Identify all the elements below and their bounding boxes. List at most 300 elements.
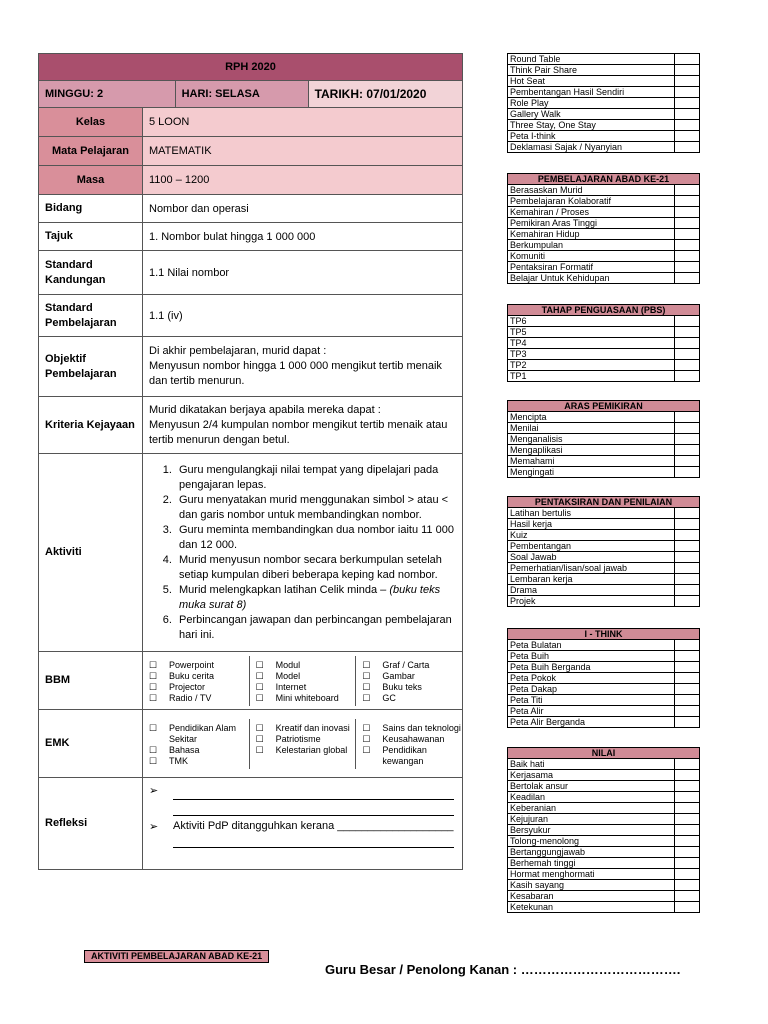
pentaksiran-item: Projek <box>508 596 675 607</box>
checkbox-icon[interactable]: ☐ <box>149 692 158 703</box>
aras-tick-box[interactable] <box>675 412 700 423</box>
nilai-row <box>508 825 700 836</box>
kriteria-line-1: Murid dikatakan berjaya apabila mereka dapat : <box>149 403 381 416</box>
abad21-tick-box[interactable] <box>675 251 700 262</box>
ithink-tick-box[interactable] <box>675 695 700 706</box>
pentaksiran-row <box>508 563 700 574</box>
tahap-tick-box[interactable] <box>675 316 700 327</box>
checklist-label: Gambar <box>382 670 415 681</box>
pentaksiran-tick-box[interactable] <box>675 574 700 585</box>
objektif-value <box>143 337 463 397</box>
checklist-column <box>355 656 462 706</box>
ithink-tick-box[interactable] <box>675 684 700 695</box>
rph-title: RPH 2020 <box>39 54 463 81</box>
pentaksiran-row <box>508 530 700 541</box>
ithink-row <box>508 684 700 695</box>
nilai-row <box>508 891 700 902</box>
checklist-item[interactable] <box>356 723 462 734</box>
masa-label: Masa <box>39 166 143 195</box>
nilai-tick-box[interactable] <box>675 759 700 770</box>
nilai-tick-box[interactable] <box>675 803 700 814</box>
ithink-row <box>508 651 700 662</box>
nilai-item: Tolong-menolong <box>508 836 675 847</box>
tahap-tick-box[interactable] <box>675 371 700 382</box>
nilai-item: Kerjasama <box>508 770 675 781</box>
strategi-item: Round Table <box>508 54 675 65</box>
strategi-item: Think Pair Share <box>508 65 675 76</box>
nilai-tick-box[interactable] <box>675 792 700 803</box>
nilai-item: Keberanian <box>508 803 675 814</box>
tahap-item: TP1 <box>508 371 675 382</box>
pentaksiran-tick-box[interactable] <box>675 596 700 607</box>
tahap-tick-box[interactable] <box>675 360 700 371</box>
ithink-item: Peta Alir <box>508 706 675 717</box>
ithink-row <box>508 673 700 684</box>
checkbox-icon[interactable]: ☐ <box>362 681 371 692</box>
arrow-icon: ➢ <box>149 785 159 797</box>
checkbox-icon[interactable]: ☐ <box>362 722 371 733</box>
nilai-title: NILAI <box>508 748 700 759</box>
strategi-row <box>508 87 700 98</box>
checklist-label: Pendidikan kewangan <box>382 744 427 766</box>
aras-title: ARAS PEMIKIRAN <box>508 401 700 412</box>
checkbox-icon[interactable]: ☐ <box>362 744 371 755</box>
ithink-item: Peta Pokok <box>508 673 675 684</box>
checkbox-icon[interactable]: ☐ <box>149 755 158 766</box>
checklist-column <box>249 656 356 706</box>
nilai-tick-box[interactable] <box>675 781 700 792</box>
checklist-item[interactable] <box>250 682 356 693</box>
checklist-label: Buku cerita <box>169 670 215 681</box>
pentaksiran-tick-box[interactable] <box>675 530 700 541</box>
nilai-tick-box[interactable] <box>675 880 700 891</box>
pentaksiran-tick-box[interactable] <box>675 519 700 530</box>
tahap-row <box>508 360 700 371</box>
strategi-item: Peta I-think <box>508 131 675 142</box>
tahap-row <box>508 316 700 327</box>
abad21-tick-box[interactable] <box>675 218 700 229</box>
pentaksiran-row <box>508 574 700 585</box>
strategi-item: Gallery Walk <box>508 109 675 120</box>
nilai-row <box>508 803 700 814</box>
ithink-item: Peta Dakap <box>508 684 675 695</box>
aras-row <box>508 423 700 434</box>
checklist-column <box>143 656 249 706</box>
aras-tick-box[interactable] <box>675 423 700 434</box>
tahap-row <box>508 349 700 360</box>
ithink-table <box>507 628 700 728</box>
pentaksiran-item: Latihan bertulis <box>508 508 675 519</box>
nilai-row <box>508 770 700 781</box>
ithink-item: Peta Bulatan <box>508 640 675 651</box>
strategi-item: Three Stay, One Stay <box>508 120 675 131</box>
abad21-tick-box[interactable] <box>675 185 700 196</box>
refleksi-text: Aktiviti PdP ditangguhkan kerana ___________________ <box>173 820 454 832</box>
aktiviti-item: 1. Guru mengulangkaji nilai tempat yang dipelajari pada pengajaran lepas. <box>175 463 456 493</box>
arrow-icon: ➢ <box>149 821 159 833</box>
pentaksiran-item: Lembaran kerja <box>508 574 675 585</box>
strategi-row <box>508 76 700 87</box>
strategi-row <box>508 98 700 109</box>
tahap-item: TP4 <box>508 338 675 349</box>
checklist-label: Projector <box>169 681 206 692</box>
aras-tick-box[interactable] <box>675 434 700 445</box>
aktiviti-item <box>175 583 456 613</box>
ithink-tick-box[interactable] <box>675 673 700 684</box>
ithink-item: Peta Buih <box>508 651 675 662</box>
abad21-row <box>508 229 700 240</box>
nilai-item: Bertolak ansur <box>508 781 675 792</box>
mata-pelajaran-label: Mata Pelajaran <box>39 137 143 166</box>
aras-item: Mencipta <box>508 412 675 423</box>
ithink-tick-box[interactable] <box>675 717 700 728</box>
nilai-row <box>508 814 700 825</box>
mata-pelajaran-value: MATEMATIK <box>143 137 463 166</box>
abad21-row <box>508 273 700 284</box>
checklist-label: Model <box>275 670 301 681</box>
aktiviti-item: 3. Guru meminta membandingkan dua nombor iaitu 11 000 dan 12 000. <box>175 523 456 553</box>
checklist-label: Mini whiteboard <box>275 692 339 703</box>
abad21-item: Kemahiran / Proses <box>508 207 675 218</box>
nilai-item: Kejujuran <box>508 814 675 825</box>
nilai-tick-box[interactable] <box>675 869 700 880</box>
nilai-row <box>508 902 700 913</box>
kriteria-label: Kriteria Kejayaan <box>39 397 143 454</box>
checkbox-icon[interactable]: ☐ <box>362 692 371 703</box>
checklist-label: Buku teks <box>382 681 422 692</box>
checklist-label: Powerpoint <box>169 659 215 670</box>
checklist-item[interactable] <box>356 693 462 704</box>
aras-item: Memahami <box>508 456 675 467</box>
nilai-item: Kasih sayang <box>508 880 675 891</box>
pentaksiran-item: Soal Jawab <box>508 552 675 563</box>
checkbox-icon[interactable]: ☐ <box>362 733 371 744</box>
aras-table <box>507 400 700 478</box>
masa-value: 1100 – 1200 <box>143 166 463 195</box>
nilai-tick-box[interactable] <box>675 825 700 836</box>
nilai-tick-box[interactable] <box>675 814 700 825</box>
bbm-label: BBM <box>39 652 143 710</box>
strategi-row <box>508 131 700 142</box>
strategi-tick-box[interactable] <box>675 120 700 131</box>
checkbox-icon[interactable]: ☐ <box>255 681 264 692</box>
nilai-tick-box[interactable] <box>675 858 700 869</box>
strategi-row <box>508 120 700 131</box>
ithink-tick-box[interactable] <box>675 640 700 651</box>
strategi-tick-box[interactable] <box>675 98 700 109</box>
checkbox-icon[interactable]: ☐ <box>255 733 264 744</box>
nilai-row <box>508 836 700 847</box>
abad21-tick-box[interactable] <box>675 207 700 218</box>
pentaksiran-item: Kuiz <box>508 530 675 541</box>
checkbox-icon[interactable]: ☐ <box>255 744 264 755</box>
bbm-checklist <box>143 656 462 706</box>
nilai-row <box>508 880 700 891</box>
checklist-item[interactable] <box>143 671 249 682</box>
checkbox-icon[interactable]: ☐ <box>149 659 158 670</box>
checklist-item[interactable] <box>143 756 249 767</box>
nilai-tick-box[interactable] <box>675 770 700 781</box>
pentaksiran-title: PENTAKSIRAN DAN PENILAIAN <box>508 497 700 508</box>
checklist-item[interactable] <box>356 745 462 767</box>
nilai-item: Bertanggungjawab <box>508 847 675 858</box>
ithink-item: Peta Titi <box>508 695 675 706</box>
ithink-item: Peta Alir Berganda <box>508 717 675 728</box>
strategi-tick-box[interactable] <box>675 54 700 65</box>
nilai-table <box>507 747 700 913</box>
refleksi-value <box>143 778 463 870</box>
aras-item: Menganalisis <box>508 434 675 445</box>
aras-row <box>508 434 700 445</box>
checklist-label: Keusahawanan <box>382 733 445 744</box>
objektif-line-2: Menyusun nombor hingga 1 000 000 mengikut tertib menaik dan tertib menurun. <box>149 360 442 387</box>
abad21-item: Berasaskan Murid <box>508 185 675 196</box>
aras-tick-box[interactable] <box>675 456 700 467</box>
checklist-label: Kreatif dan inovasi <box>275 722 350 733</box>
checklist-item[interactable] <box>356 734 462 745</box>
aras-row <box>508 412 700 423</box>
aktiviti-label: Aktiviti <box>39 454 143 652</box>
refleksi-line[interactable] <box>173 832 454 848</box>
strategi-row <box>508 109 700 120</box>
nilai-item: Keadilan <box>508 792 675 803</box>
abad21-tick-box[interactable] <box>675 229 700 240</box>
abad21-tick-box[interactable] <box>675 273 700 284</box>
refleksi-row-1 <box>149 784 454 816</box>
checkbox-icon[interactable]: ☐ <box>362 670 371 681</box>
checklist-item[interactable] <box>250 660 356 671</box>
aktiviti-list <box>149 463 456 643</box>
standard-pembelajaran-value: 1.1 (iv) <box>143 295 463 337</box>
pentaksiran-item: Drama <box>508 585 675 596</box>
strategi-tick-box[interactable] <box>675 131 700 142</box>
tahap-table <box>507 304 700 382</box>
strategi-item: Role Play <box>508 98 675 109</box>
checklist-item[interactable] <box>250 745 356 756</box>
abad21-item: Pembelajaran Kolaboratif <box>508 196 675 207</box>
pentaksiran-tick-box[interactable] <box>675 508 700 519</box>
minggu-cell: MINGGU: 2 <box>39 81 176 108</box>
abad21-row <box>508 196 700 207</box>
nilai-row <box>508 858 700 869</box>
checkbox-icon[interactable]: ☐ <box>149 670 158 681</box>
abad21-row <box>508 251 700 262</box>
checklist-item[interactable] <box>356 660 462 671</box>
objektif-label: Objektif Pembelajaran <box>39 337 143 397</box>
checklist-label: GC <box>382 692 396 703</box>
checklist-item[interactable] <box>143 745 249 756</box>
pentaksiran-item: Pembentangan <box>508 541 675 552</box>
standard-kandungan-value: 1.1 Nilai nombor <box>143 251 463 295</box>
checkbox-icon[interactable]: ☐ <box>362 659 371 670</box>
checkbox-icon[interactable]: ☐ <box>255 670 264 681</box>
checklist-label: Bahasa <box>169 744 200 755</box>
checklist-label: Radio / TV <box>169 692 212 703</box>
ithink-tick-box[interactable] <box>675 662 700 673</box>
tahap-item: TP2 <box>508 360 675 371</box>
kriteria-line-2: Menyusun 2/4 kumpulan nombor mengikut tertib menaik atau tertib menurun dengan betul. <box>149 418 448 446</box>
tahap-tick-box[interactable] <box>675 349 700 360</box>
aras-item: Mengingati <box>508 467 675 478</box>
nilai-tick-box[interactable] <box>675 902 700 913</box>
abad21-item: Pemikiran Aras Tinggi <box>508 218 675 229</box>
checkbox-icon[interactable]: ☐ <box>255 722 264 733</box>
nilai-tick-box[interactable] <box>675 891 700 902</box>
strategi-tick-box[interactable] <box>675 65 700 76</box>
abad21-item: Kemahiran Hidup <box>508 229 675 240</box>
strategi-tick-box[interactable] <box>675 76 700 87</box>
refleksi-line[interactable] <box>173 800 454 816</box>
abad21-row <box>508 262 700 273</box>
aras-tick-box[interactable] <box>675 445 700 456</box>
nilai-item: Bersyukur <box>508 825 675 836</box>
pentaksiran-row <box>508 541 700 552</box>
checklist-item[interactable] <box>250 723 356 734</box>
nilai-row <box>508 759 700 770</box>
nilai-item: Baik hati <box>508 759 675 770</box>
ithink-item: Peta Buih Berganda <box>508 662 675 673</box>
tahap-tick-box[interactable] <box>675 327 700 338</box>
pentaksiran-tick-box[interactable] <box>675 552 700 563</box>
abad21-item: Pentaksiran Formatif <box>508 262 675 273</box>
kriteria-value <box>143 397 463 454</box>
abad21-tick-box[interactable] <box>675 196 700 207</box>
emk-value <box>143 710 463 778</box>
strategi-row <box>508 54 700 65</box>
aktiviti-item-ref: (buku teks muka surat 8) <box>179 583 441 611</box>
aras-row <box>508 445 700 456</box>
tahap-row <box>508 338 700 349</box>
strategi-row <box>508 142 700 153</box>
strategi-tick-box[interactable] <box>675 142 700 153</box>
checkbox-icon[interactable]: ☐ <box>149 744 158 755</box>
checklist-label: Pendidikan Alam Sekitar <box>169 722 237 744</box>
ithink-tick-box[interactable] <box>675 706 700 717</box>
aktiviti-value <box>143 454 463 652</box>
checklist-item[interactable] <box>143 660 249 671</box>
refleksi-line[interactable] <box>173 784 454 800</box>
abad21-row <box>508 218 700 229</box>
bidang-label: Bidang <box>39 195 143 223</box>
emk-checklist <box>143 719 462 769</box>
abad21-item: Berkumpulan <box>508 240 675 251</box>
checklist-item[interactable] <box>250 671 356 682</box>
kelas-value: 5 LOON <box>143 108 463 137</box>
pentaksiran-row <box>508 585 700 596</box>
checklist-label: Internet <box>275 681 307 692</box>
abad21-item: Belajar Untuk Kehidupan <box>508 273 675 284</box>
checklist-item[interactable] <box>356 671 462 682</box>
nilai-row <box>508 781 700 792</box>
abad21-row <box>508 207 700 218</box>
checklist-label: Patriotisme <box>275 733 321 744</box>
nilai-item: Berhemah tinggi <box>508 858 675 869</box>
ithink-row <box>508 662 700 673</box>
tahap-item: TP5 <box>508 327 675 338</box>
bidang-value: Nombor dan operasi <box>143 195 463 223</box>
strategi-tick-box[interactable] <box>675 87 700 98</box>
bbm-value <box>143 652 463 710</box>
pentaksiran-item: Hasil kerja <box>508 519 675 530</box>
ithink-title: I - THINK <box>508 629 700 640</box>
nilai-item: Hormat menghormati <box>508 869 675 880</box>
checklist-item[interactable] <box>143 693 249 704</box>
pentaksiran-tick-box[interactable] <box>675 563 700 574</box>
strategi-item: Deklamasi Sajak / Nyanyian <box>508 142 675 153</box>
pentaksiran-tick-box[interactable] <box>675 585 700 596</box>
aras-item: Menilai <box>508 423 675 434</box>
strategi-tick-box[interactable] <box>675 109 700 120</box>
objektif-line-1: Di akhir pembelajaran, murid dapat : <box>149 345 327 357</box>
checklist-label: Modul <box>275 659 301 670</box>
nilai-item: Ketekunan <box>508 902 675 913</box>
checklist-item[interactable] <box>356 682 462 693</box>
checklist-item[interactable] <box>143 682 249 693</box>
pentaksiran-item: Pemerhatian/lisan/soal jawab <box>508 563 675 574</box>
checkbox-icon[interactable]: ☐ <box>149 681 158 692</box>
abad21-tag: AKTIVITI PEMBELAJARAN ABAD KE-21 <box>84 950 269 963</box>
nilai-row <box>508 792 700 803</box>
ithink-row <box>508 706 700 717</box>
nilai-tick-box[interactable] <box>675 836 700 847</box>
hari-cell: HARI: SELASA <box>175 81 308 108</box>
checklist-label: Kelestarian global <box>275 744 348 755</box>
abad21-tick-box[interactable] <box>675 262 700 273</box>
pentaksiran-row <box>508 596 700 607</box>
tahap-tick-box[interactable] <box>675 338 700 349</box>
aktiviti-item: 6. Perbincangan jawapan dan perbincangan pembelajaran hari ini. <box>175 613 456 643</box>
emk-label: EMK <box>39 710 143 778</box>
checkbox-icon[interactable]: ☐ <box>255 692 264 703</box>
abad21-tick-box[interactable] <box>675 240 700 251</box>
nilai-tick-box[interactable] <box>675 847 700 858</box>
checklist-item[interactable] <box>143 723 249 745</box>
nilai-row <box>508 869 700 880</box>
checkbox-icon[interactable]: ☐ <box>255 659 264 670</box>
abad21-item: Komuniti <box>508 251 675 262</box>
standard-pembelajaran-label: Standard Pembelajaran <box>39 295 143 337</box>
tahap-item: TP6 <box>508 316 675 327</box>
checklist-column <box>249 719 356 769</box>
tajuk-label: Tajuk <box>39 223 143 251</box>
ithink-row <box>508 717 700 728</box>
aras-row <box>508 456 700 467</box>
checkbox-icon[interactable]: ☐ <box>149 722 158 733</box>
ithink-tick-box[interactable] <box>675 651 700 662</box>
aras-row <box>508 467 700 478</box>
kelas-label: Kelas <box>39 108 143 137</box>
checklist-label: Graf / Carta <box>382 659 430 670</box>
abad21-row <box>508 240 700 251</box>
aras-item: Mengaplikasi <box>508 445 675 456</box>
checklist-label: TMK <box>169 755 188 766</box>
checklist-item[interactable] <box>250 693 356 704</box>
checklist-label: Sains dan teknologi <box>382 722 461 733</box>
pentaksiran-tick-box[interactable] <box>675 541 700 552</box>
tarikh-cell: TARIKH: 07/01/2020 <box>308 81 462 108</box>
tahap-row <box>508 327 700 338</box>
aktiviti-item: 4. Murid menyusun nombor secara berkumpulan setelah setiap kumpulan diberi beberapa keping kad nombor. <box>175 553 456 583</box>
aras-tick-box[interactable] <box>675 467 700 478</box>
tahap-item: TP3 <box>508 349 675 360</box>
rph-table <box>38 53 463 870</box>
tajuk-value: 1. Nombor bulat hingga 1 000 000 <box>143 223 463 251</box>
pentaksiran-table <box>507 496 700 607</box>
ithink-row <box>508 640 700 651</box>
nilai-item: Kesabaran <box>508 891 675 902</box>
abad21-table <box>507 173 700 284</box>
checklist-item[interactable] <box>250 734 356 745</box>
